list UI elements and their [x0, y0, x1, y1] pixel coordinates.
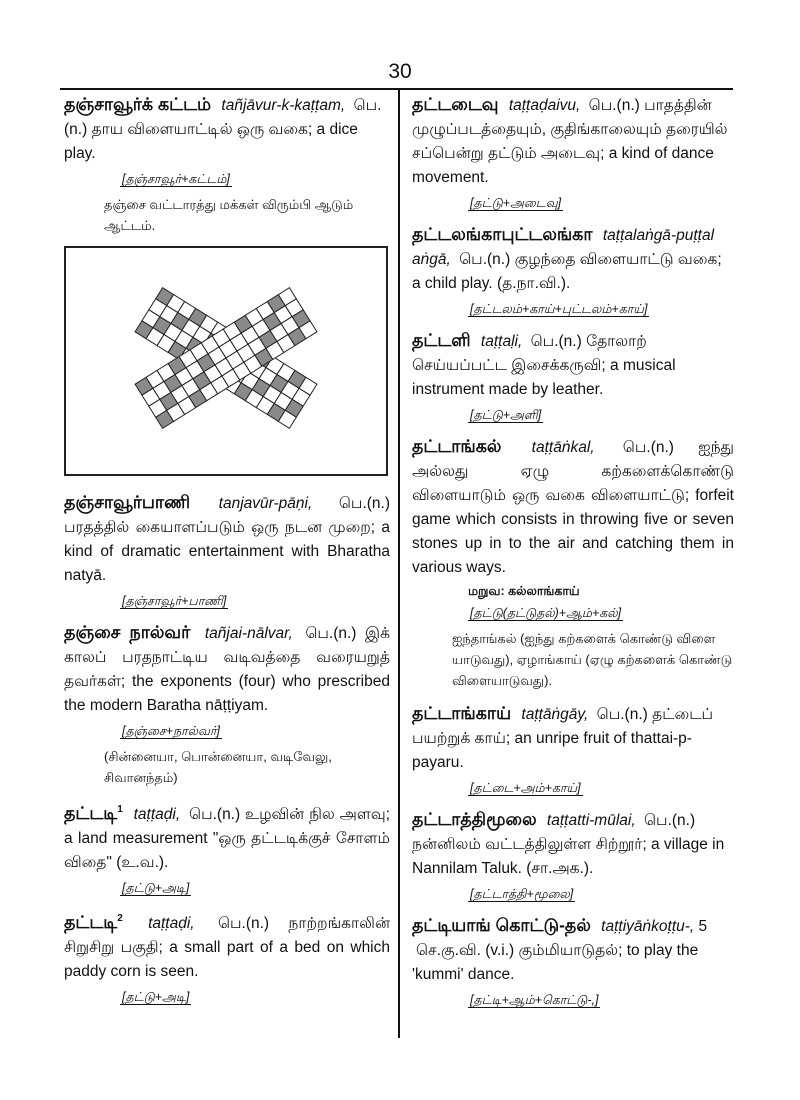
definition: குழந்தை விளையாட்டு வகை; a child play. (த.நா.வி.). [412, 251, 722, 292]
grammar-label: பெ.(n.) [530, 333, 582, 350]
definition: தட்டைப் பயற்றுக் காய்; an unripe fruit of thattai-p-payaru. [412, 706, 714, 771]
headword: தட்டலங்காபுட்டலங்கா [412, 224, 593, 244]
dictionary-entry [412, 92, 734, 212]
etymology: [தட்டு+அடி] [122, 989, 190, 1004]
dictionary-entry [412, 701, 734, 797]
dictionary-entry [412, 328, 734, 424]
usage-note: (சின்னையா, பொன்னையா, வடிவேலு, சிவானந்தம்) [104, 749, 332, 785]
definition: பரதத்தில் கையாளப்படும் ஒரு நடன முறை; a kind of dramatic entertainment with Bharatha natyā. [64, 519, 390, 584]
transliteration: taṭṭāṅkal, [531, 439, 595, 456]
headword: தஞ்சை நால்வர் [64, 622, 191, 642]
homonym-number: 2 [117, 912, 123, 924]
definition: தாய விளையாட்டில் ஒரு வகை; a dice play. [64, 121, 358, 162]
dictionary-entry [64, 92, 390, 236]
definition: தோலாற் செய்யப்பட்ட இசைக்கருவி; a musical instrument made by leather. [412, 333, 676, 398]
transliteration: taṭṭalaṅgā-puṭṭal aṅgā, [412, 227, 715, 268]
column-divider [398, 88, 400, 1038]
transliteration: taṭṭaḷi, [480, 333, 523, 350]
etymology: [தஞ்சை+நால்வர்] [122, 724, 220, 738]
left-column [64, 92, 390, 1016]
definition: நன்னிலம் வட்டத்திலுள்ள சிற்றூர்; a village in Nannilam Taluk. (சா.அக.). [412, 836, 725, 877]
grammar-label: பெ.(n.) [459, 251, 511, 268]
definition: இக் காலப் பரதநாட்டிய வடிவத்தை வரையறுத் தவர்கள்; the exponents (four) who prescribed the modern Baratha nāṭṭiyam. [64, 625, 391, 714]
etymology: [தட்டு(தட்டுதல்)+ஆம்+கல்] [470, 606, 622, 620]
dictionary-entry [412, 807, 734, 903]
etymology: [தட்டு+அடைவு] [470, 196, 562, 210]
definition: ஐந்து அல்லது ஏழு கற்களைக்கொண்டு விளையாடும் ஒரு வகை விளையாட்டு; forfeit game which consists in throwing five or seven stones up in to the air and catching them in various ways. [412, 439, 735, 576]
homonym-number: 1 [117, 804, 123, 815]
etymology: [தட்டலம்+காய்+புட்டலம்+காய்] [470, 302, 648, 316]
dictionary-entry [412, 222, 734, 318]
grammar-label: பெ.(n.) [217, 914, 270, 932]
transliteration: tañjāvur-k-kaṭṭam, [221, 97, 346, 114]
definition: பாதத்தின் முழுப்படத்தையும், குதிங்காலையும் தரையில் சப்பென்று தட்டும் அடைவு; a kind of dance movement. [412, 97, 728, 186]
grammar-label: பெ.(n.) [338, 495, 390, 512]
grammar-label: செ.கு.வி. (v.i.) [416, 942, 515, 959]
etymology: [தட்டு+அளி] [470, 408, 542, 422]
grammar-label: பெ.(n.) [588, 97, 640, 114]
headword: தட்டாங்காய் [412, 703, 512, 723]
etymology: [தட்டாத்தி+மூலை] [470, 887, 574, 901]
headword: தட்டடைவு [412, 94, 499, 114]
grammar-label: பெ.(n.) [622, 439, 674, 456]
headword: தட்டடி$^1$ [64, 802, 123, 823]
definition: உழவின் நில அளவு; a land measurement "ஒரு தட்டடிக்குச் சோளம் விதை" (உ.வ.). [64, 805, 390, 871]
transliteration: taṭṭatti-mūlai, [546, 812, 636, 829]
etymology: [தட்டை+அம்+காய்] [470, 781, 581, 795]
transliteration: taṭṭaḍi, [148, 914, 195, 932]
transliteration: taṭṭaḍi, [133, 805, 181, 823]
definition: கும்மியாடுதல்; to play the 'kummi' dance. [412, 942, 699, 983]
transliteration: taṭṭiyāṅkoṭṭu-, [601, 918, 695, 935]
page-number: 30 [388, 60, 412, 83]
headword: தட்டாங்கல் [412, 436, 502, 456]
headword: தட்டளி [412, 330, 471, 350]
dice-board-illustration [64, 246, 388, 476]
grammar-label: பெ.(n.) [189, 805, 241, 823]
headword: தட்டியாங் கொட்டு-தல் [412, 915, 591, 935]
transliteration: taṭṭaḍaivu, [508, 97, 581, 114]
header-rule [60, 88, 733, 90]
definition: நாற்றங்காலின் சிறுசிறு பகுதி; a small part of a bed on which paddy corn is seen. [64, 914, 390, 980]
etymology: [தஞ்சாவூர்+பாணி] [122, 594, 227, 608]
transliteration: tañjai-nālvar, [204, 625, 293, 642]
headword: தட்டாத்திமூலை [412, 809, 537, 829]
synonym: மறுவ: கல்லாங்காய் [468, 584, 580, 598]
conjugation-class: 5 [698, 918, 708, 935]
grammar-label: பெ.(n.) [596, 706, 648, 723]
dictionary-entry [412, 434, 734, 691]
usage-note: தஞ்சை வட்டாரத்து மக்கள் விரும்பி ஆடும் ஆட்டம். [104, 197, 354, 233]
dictionary-entry [64, 798, 390, 897]
headword: தட்டடி$^2$ [64, 911, 123, 932]
right-column [412, 92, 734, 1019]
dictionary-entry [64, 490, 390, 610]
etymology: [தஞ்சாவூர்+கட்டம்] [122, 172, 230, 186]
etymology: [தட்டு+அடி] [122, 880, 190, 895]
cross-shaped-board-drawing [66, 248, 386, 474]
usage-note: ஐந்தாங்கல் (ஐந்து கற்களைக் கொண்டு விளை யாடுவது), ஏழாங்காய் (ஏழு கற்களைக் கொண்டு விளையாடுவது). [452, 631, 733, 688]
headword: தஞ்சாவூர்க் கட்டம் [64, 94, 212, 114]
headword: தஞ்சாவூர்பாணி [64, 492, 191, 512]
transliteration: tanjavūr-pāṇi, [218, 495, 313, 512]
dictionary-entry [64, 620, 390, 788]
etymology: [தட்டி+ஆம்+கொட்டு-,] [470, 993, 599, 1007]
grammar-label: பெ.(n.) [64, 97, 382, 138]
dictionary-entry [412, 913, 734, 1009]
grammar-label: பெ.(n.) [643, 812, 696, 829]
grammar-label: பெ.(n.) [305, 625, 357, 642]
transliteration: taṭṭāṅgāy, [521, 706, 589, 723]
dictionary-entry [64, 907, 390, 1006]
